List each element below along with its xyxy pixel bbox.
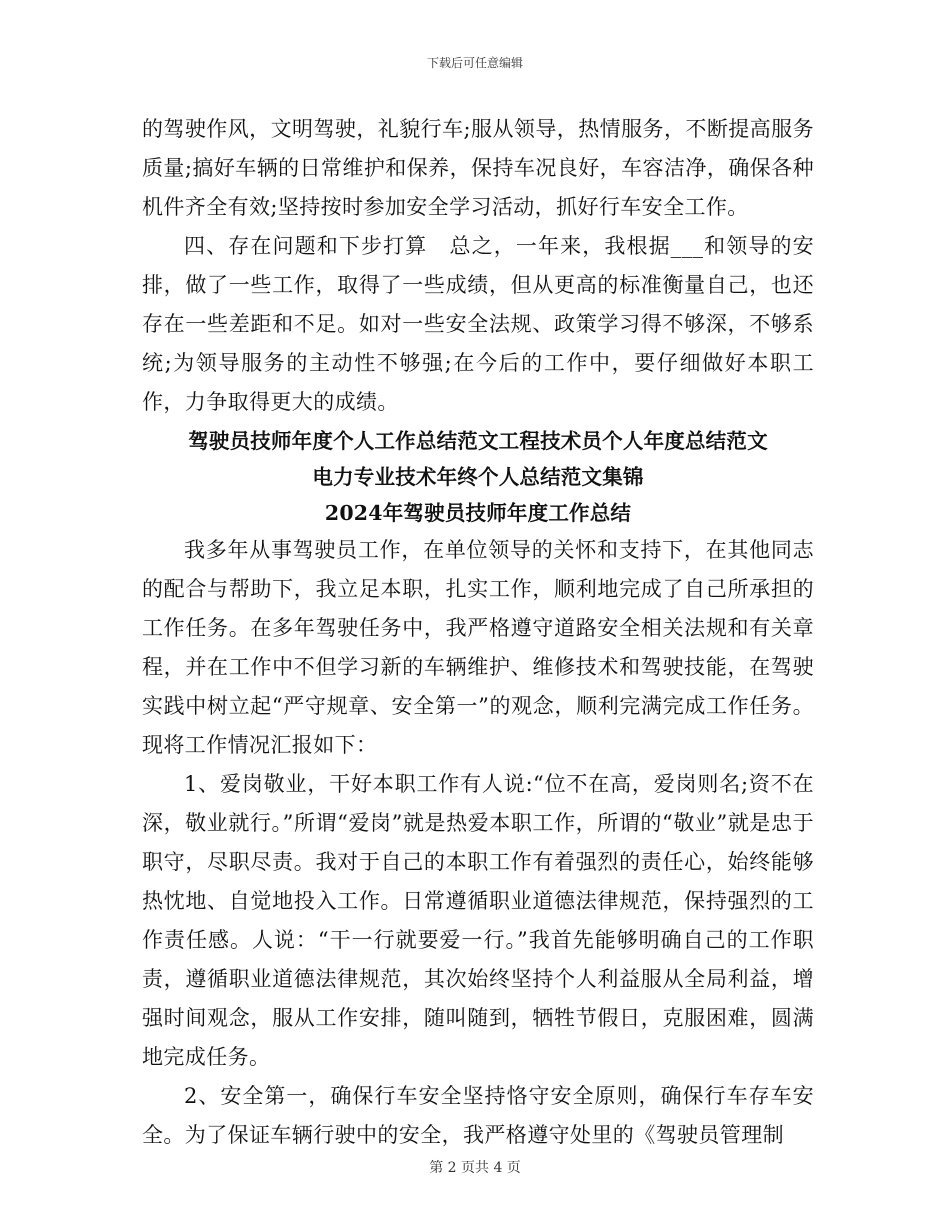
paragraph-intro: 我多年从事驾驶员工作，在单位领导的关怀和支持下，在其他同志的配合与帮助下，我立足本职，扎实工作，顺利地完成了自己所承担的工作任务。在多年驾驶任务中，我严格遵守道路安全相关法规和有关章程，并在工作中不但学习新的车辆维护、维修技术和驾驶技能，在驾驶实践中树立起“严守规章、安全第一”的观念，顺利完满完成工作任务。现将工作情况汇报如下：	[142, 538, 814, 757]
section-title-1: 驾驶员技师年度个人工作总结范文工程技术员个人年度总结范文	[188, 429, 768, 453]
paragraph-point-2: 2、安全第一，确保行车安全坚持恪守安全原则，确保行车存车安全。为了保证车辆行驶中的安全，我严格遵守处里的《驾驶员管理制	[142, 1084, 814, 1147]
page-header: 下载后可任意编辑	[426, 56, 523, 70]
paragraph-problems-plans: 四、存在问题和下步打算 总之，一年来，我根据___和领导的安排，做了一些工作，取得了一些成绩，但从更高的标准衡量自己，也还存在一些差距和不足。如对一些安全法规、政策学习得不够深，不够系统;为领导服务的主动性不够强;在今后的工作中，要仔细做好本职工作，力争取得更大的成绩。	[142, 234, 814, 414]
section-title-2: 电力专业技术年终个人总结范文集锦	[312, 465, 644, 489]
page-footer: 第 2 页共 4 页	[429, 1160, 521, 1176]
section-title-3: 2024年驾驶员技师年度工作总结	[324, 501, 632, 525]
paragraph-continuation: 的驾驶作风，文明驾驶，礼貌行车;服从领导，热情服务，不断提高服务质量;搞好车辆的日常维护和保养，保持车况良好，车容洁净，确保各种机件齐全有效;坚持按时参加安全学习活动，抓好行车安全工作。	[142, 117, 814, 219]
document-body	[142, 110, 814, 1155]
paragraph-point-1: 1、爱岗敬业，干好本职工作有人说:“位不在高，爱岗则名;资不在深，敬业就行。”所谓“爱岗”就是热爱本职工作，所谓的“敬业”就是忠于职守，尽职尽责。我对于自己的本职工作有着强烈的责任心，始终能够热忱地、自觉地投入工作。日常遵循职业道德法律规范，保持强烈的工作责任感。人说：“干一行就要爱一行。”我首先能够明确自己的工作职责，遵循职业道德法律规范，其次始终坚持个人利益服从全局利益，增强时间观念，服从工作安排，随叫随到，牺牲节假日，克服困难，圆满地完成任务。	[142, 772, 814, 1069]
